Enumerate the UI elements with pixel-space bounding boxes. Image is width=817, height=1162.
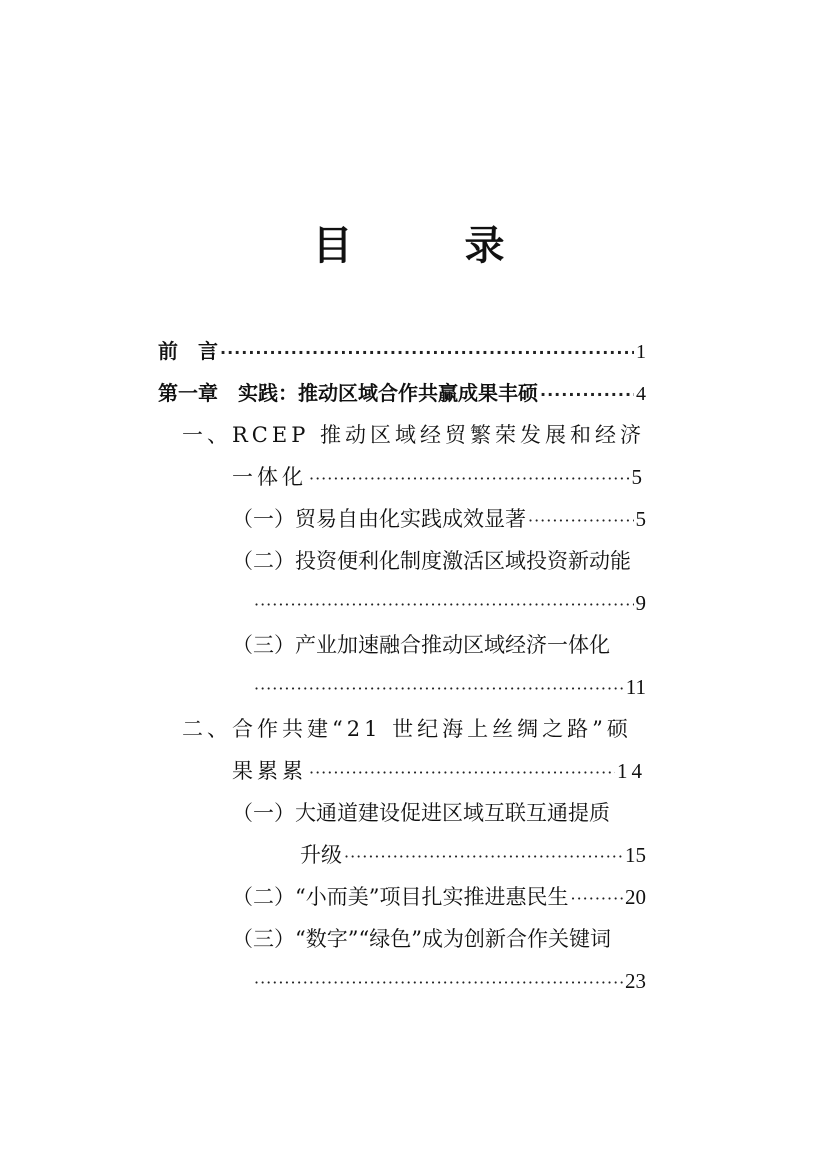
toc-entry-text: 果累累	[232, 759, 307, 783]
toc-entry-subsection-1-1[interactable]	[232, 498, 646, 540]
toc-page-number: 4	[636, 383, 646, 405]
toc-entry-section-2-line-2[interactable]	[232, 750, 646, 792]
toc-page-number: 9	[635, 591, 646, 615]
page-title: 目 录	[312, 222, 541, 269]
toc-entry-subsection-1-3-line-1[interactable]	[232, 624, 646, 666]
leader-dots	[220, 330, 634, 374]
toc-page-number: 1	[636, 341, 646, 363]
leader-dots	[528, 498, 634, 542]
toc-entry-subsection-2-1-line-2[interactable]	[300, 834, 646, 876]
leader-dots	[254, 582, 634, 626]
toc-entry-subsection-1-3-line-2[interactable]	[252, 666, 646, 708]
toc-entry-text: （一）大通道建设促进区域互联互通提质	[232, 801, 610, 825]
toc-entry-text: 第一章 实践：推动区域合作共赢成果丰硕	[158, 381, 538, 405]
toc-entry-text: （二）投资便利化制度激活区域投资新动能	[232, 549, 631, 573]
toc-entry-subsection-1-2-line-1[interactable]	[232, 540, 646, 582]
toc-page-number: 23	[625, 969, 646, 993]
leader-dots	[540, 372, 634, 416]
leader-dots	[254, 666, 624, 710]
leader-dots	[344, 834, 623, 878]
toc-entry-subsection-1-2-line-2[interactable]	[252, 582, 646, 624]
toc-page-number: 20	[625, 885, 646, 909]
leader-dots	[254, 960, 623, 1004]
toc-entry-chapter-1[interactable]	[158, 372, 646, 414]
toc-entry-text: 一体化	[232, 465, 307, 489]
toc-page-number: 15	[625, 843, 646, 867]
toc-entry-text: （一）贸易自由化实践成效显著	[232, 507, 526, 531]
toc-entry-preface[interactable]	[158, 330, 646, 372]
leader-dots	[309, 456, 630, 500]
leader-dots	[309, 750, 615, 794]
toc-entry-section-1-line-1[interactable]	[182, 414, 646, 456]
toc-entry-text: 前 言	[158, 339, 218, 363]
toc-page-number: 14	[617, 759, 646, 783]
toc-page-number: 11	[625, 675, 646, 699]
toc-entry-section-2-line-1[interactable]	[182, 708, 646, 750]
toc-entry-subsection-2-3-line-2[interactable]	[252, 960, 646, 1002]
toc-entry-subsection-2-3-line-1[interactable]	[232, 918, 646, 960]
leader-dots	[570, 876, 623, 920]
toc-entry-text: （三）产业加速融合推动区域经济一体化	[232, 633, 610, 657]
toc-entry-subsection-2-1-line-1[interactable]	[232, 792, 646, 834]
toc-entry-text: 二、合作共建“21 世纪海上丝绸之路”硕	[182, 717, 632, 741]
toc-page-number: 5	[635, 507, 646, 531]
toc-entry-text: 升级	[300, 843, 342, 867]
toc-entry-text: （三）“数字”“绿色”成为创新合作关键词	[232, 927, 611, 951]
toc-entry-text: 一、RCEP 推动区域经贸繁荣发展和经济	[182, 423, 646, 447]
toc-entry-text: （二）“小而美”项目扎实推进惠民生	[232, 885, 569, 909]
toc-entry-section-1-line-2[interactable]	[232, 456, 646, 498]
toc-page-number: 5	[631, 465, 646, 489]
toc-entry-subsection-2-2[interactable]	[232, 876, 646, 918]
